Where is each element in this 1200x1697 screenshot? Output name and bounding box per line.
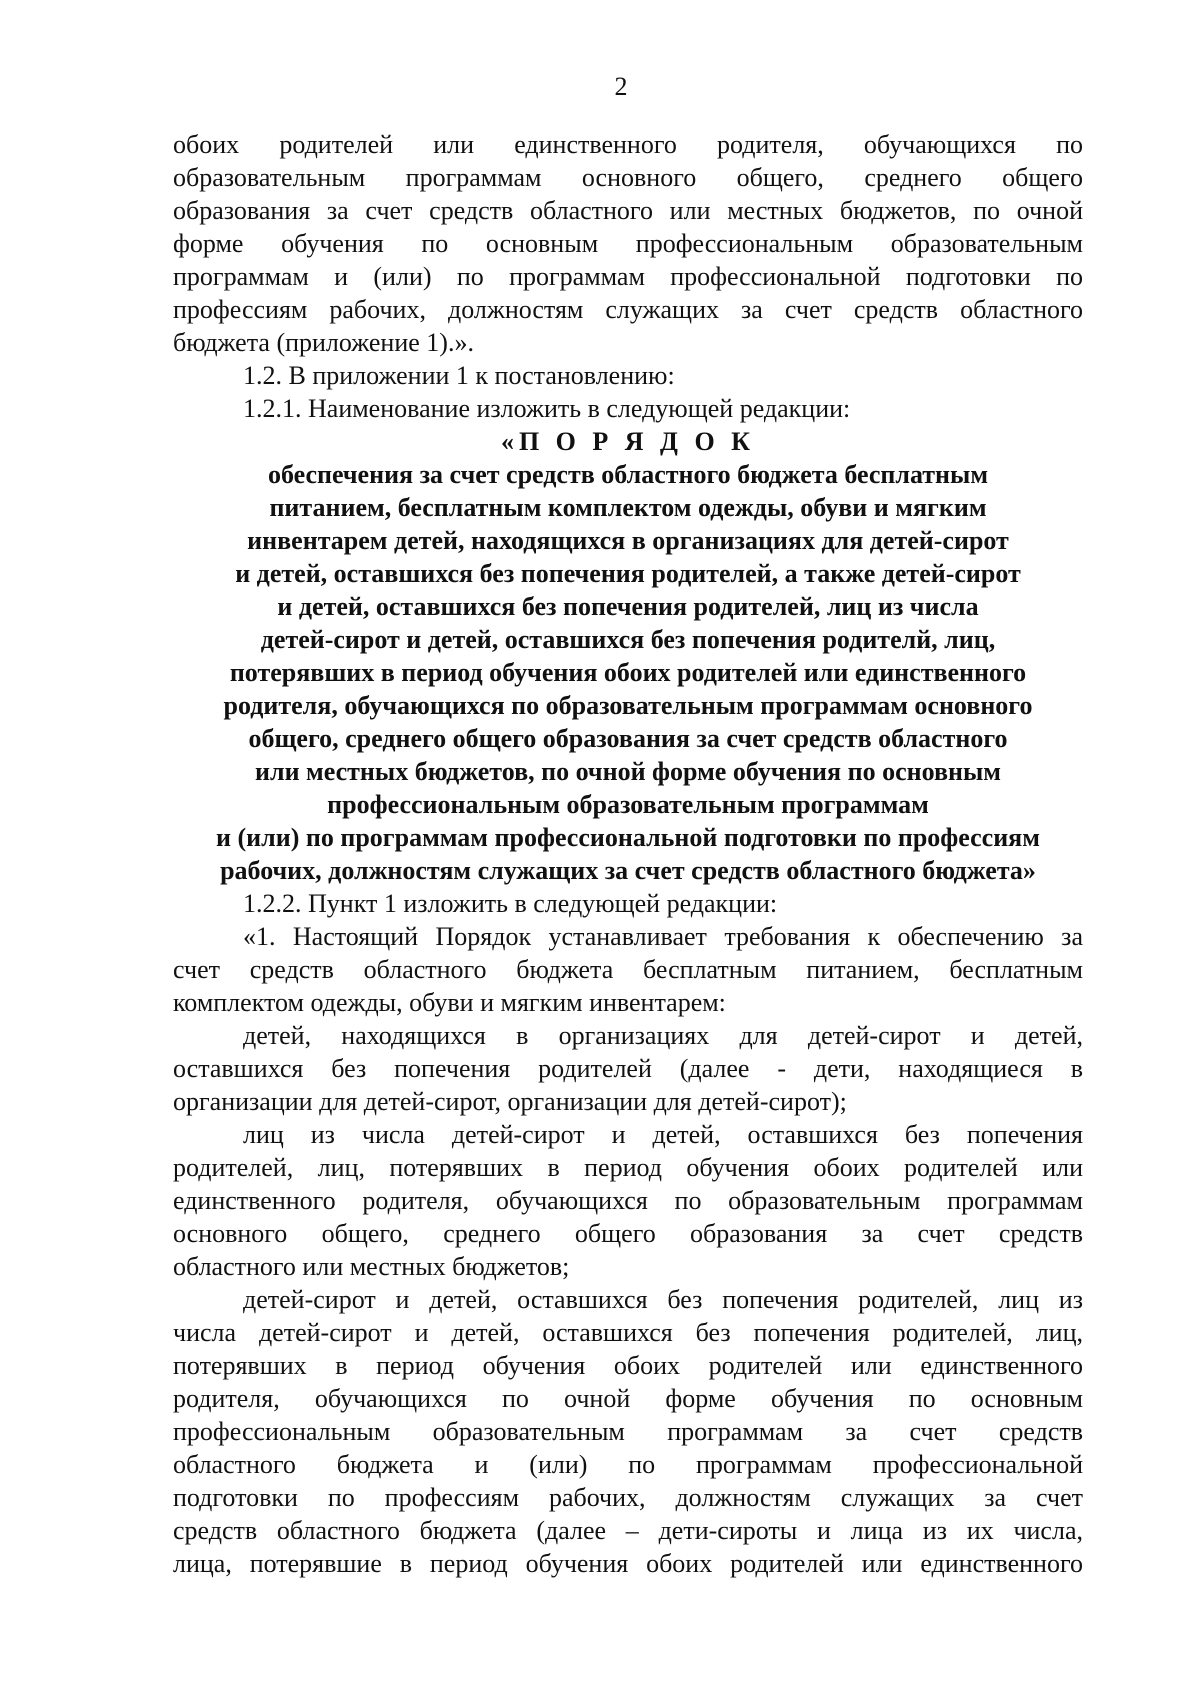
text-line: основного общего, среднего общего образования за счет средств xyxy=(173,1219,1083,1248)
paragraph-continuation xyxy=(173,128,1083,359)
text-line: лиц из числа детей-сирот и детей, оставшихся без попечения xyxy=(243,1120,1083,1149)
item-1-2: 1.2. В приложении 1 к постановлению: xyxy=(243,361,675,390)
text-line: форме обучения по основным профессиональным образовательным xyxy=(173,229,1083,258)
text-line: числа детей-сирот и детей, оставшихся без попечения родителей, лиц, xyxy=(173,1318,1083,1347)
paragraph-persons-from-orphans xyxy=(173,1118,1083,1283)
order-heading xyxy=(173,425,1083,887)
heading-line: и (или) по программам профессиональной подготовки по профессиям xyxy=(216,823,1040,852)
item-1-2-2: 1.2.2. Пункт 1 изложить в следующей редакции: xyxy=(243,889,778,918)
document-body xyxy=(173,128,1083,1580)
heading-line: или местных бюджетов, по очной форме обучения по основным xyxy=(255,757,1001,786)
text-line: лица, потерявшие в период обучения обоих родителей или единственного xyxy=(173,1549,1083,1578)
text-line: бюджета (приложение 1).». xyxy=(173,328,474,357)
paragraph-orphans-vocational xyxy=(173,1283,1083,1580)
paragraph-children-in-orgs xyxy=(173,1019,1083,1118)
text-line: счет средств областного бюджета бесплатным питанием, бесплатным xyxy=(173,955,1083,984)
text-line: родителей, лиц, потерявших в период обучения обоих родителей или xyxy=(173,1153,1083,1182)
heading-line: и детей, оставшихся без попечения родителей, лиц из числа xyxy=(277,592,979,621)
text-line: областного или местных бюджетов; xyxy=(173,1252,570,1281)
heading-line: профессиональным образовательным программам xyxy=(327,790,929,819)
text-line: программам и (или) по программам профессиональной подготовки по xyxy=(173,262,1083,291)
text-line: родителя, обучающихся по очной форме обучения по основным xyxy=(173,1384,1083,1413)
text-line: образовательным программам основного общего, среднего общего xyxy=(173,163,1083,192)
text-line: областного бюджета и (или) по программам профессиональной xyxy=(173,1450,1083,1479)
text-line: профессиональным образовательным программам за счет средств xyxy=(173,1417,1083,1446)
text-line: потерявших в период обучения обоих родителей или единственного xyxy=(173,1351,1083,1380)
text-line: «1. Настоящий Порядок устанавливает требования к обеспечению за xyxy=(243,922,1083,951)
heading-line: потерявших в период обучения обоих родителей или единственного xyxy=(229,658,1027,687)
text-line: единственного родителя, обучающихся по образовательным программам xyxy=(173,1186,1083,1215)
text-line: оставшихся без попечения родителей (далее - дети, находящиеся в xyxy=(173,1054,1083,1083)
heading-line: инвентарем детей, находящихся в организациях для детей-сирот xyxy=(247,526,1009,555)
heading-line: родителя, обучающихся по образовательным программам основного xyxy=(223,691,1033,720)
heading-line: общего, среднего общего образования за счет средств областного xyxy=(248,724,1008,753)
text-line: комплектом одежды, обуви и мягким инвентарем: xyxy=(173,988,726,1017)
text-line: подготовки по профессиям рабочих, должностям служащих за счет xyxy=(173,1483,1083,1512)
item-1-2-1: 1.2.1. Наименование изложить в следующей редакции: xyxy=(243,394,851,423)
heading-line: обеспечения за счет средств областного бюджета бесплатным xyxy=(267,460,989,489)
heading-line: рабочих, должностям служащих за счет средств областного бюджета» xyxy=(220,856,1036,885)
heading-line: питанием, бесплатным комплектом одежды, обуви и мягким xyxy=(269,493,987,522)
heading-title: «П О Р Я Д О К xyxy=(500,427,756,456)
text-line: профессиям рабочих, должностям служащих за счет средств областного xyxy=(173,295,1083,324)
text-line: детей-сирот и детей, оставшихся без попечения родителей, лиц из xyxy=(243,1285,1083,1314)
text-line: образования за счет средств областного или местных бюджетов, по очной xyxy=(173,196,1083,225)
text-line: средств областного бюджета (далее – дети-сироты и лица из их числа, xyxy=(173,1516,1083,1545)
page-number: 2 xyxy=(614,72,628,101)
heading-line: детей-сирот и детей, оставшихся без попечения родителй, лиц, xyxy=(260,625,996,654)
text-line: детей, находящихся в организациях для детей-сирот и детей, xyxy=(243,1021,1083,1050)
text-line: обоих родителей или единственного родителя, обучающихся по xyxy=(173,130,1083,159)
paragraph-point-1 xyxy=(173,920,1083,1019)
text-line: организации для детей-сирот, организации для детей-сирот); xyxy=(173,1087,847,1116)
heading-line: и детей, оставшихся без попечения родителей, а также детей-сирот xyxy=(235,559,1021,588)
